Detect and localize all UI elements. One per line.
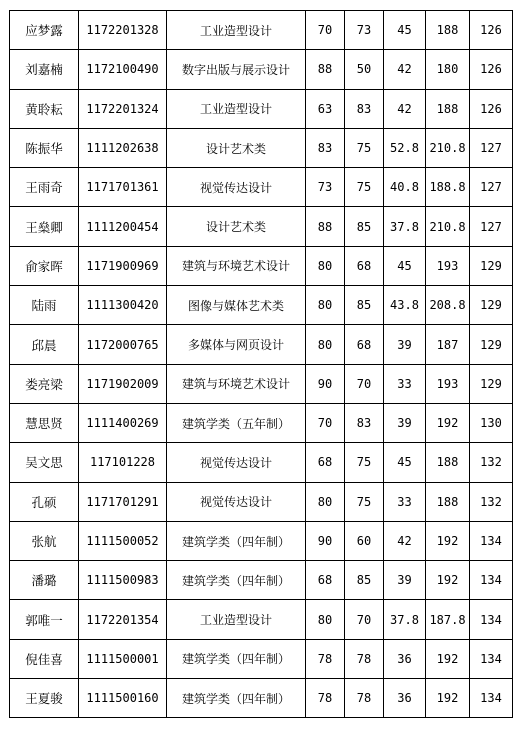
score1-cell: 80 [306, 286, 345, 325]
major-cell: 设计艺术类 [167, 128, 306, 167]
major-cell: 工业造型设计 [167, 11, 306, 50]
table-row [10, 128, 513, 167]
rank-cell: 127 [470, 207, 513, 246]
total-cell: 188 [426, 482, 470, 521]
total-cell: 187.8 [426, 600, 470, 639]
major-cell: 建筑与环境艺术设计 [167, 364, 306, 403]
score2-cell: 70 [345, 364, 384, 403]
total-cell: 192 [426, 679, 470, 718]
score1-cell: 80 [306, 325, 345, 364]
major-cell: 数字出版与展示设计 [167, 50, 306, 89]
rank-cell: 134 [470, 679, 513, 718]
name-cell: 慧思贤 [10, 403, 79, 442]
total-cell: 192 [426, 521, 470, 560]
table-row [10, 89, 513, 128]
name-cell: 刘嘉楠 [10, 50, 79, 89]
name-cell: 吴文思 [10, 443, 79, 482]
total-cell: 188 [426, 11, 470, 50]
score3-cell: 37.8 [384, 207, 426, 246]
total-cell: 187 [426, 325, 470, 364]
id-cell: 1111202638 [79, 128, 167, 167]
score2-cell: 68 [345, 246, 384, 285]
score3-cell: 36 [384, 639, 426, 678]
score3-cell: 36 [384, 679, 426, 718]
score3-cell: 42 [384, 89, 426, 128]
score3-cell: 39 [384, 403, 426, 442]
table-body [10, 11, 513, 718]
score1-cell: 80 [306, 246, 345, 285]
major-cell: 视觉传达设计 [167, 443, 306, 482]
name-cell: 王夏骏 [10, 679, 79, 718]
id-cell: 1172201354 [79, 600, 167, 639]
score3-cell: 52.8 [384, 128, 426, 167]
name-cell: 王燊卿 [10, 207, 79, 246]
name-cell: 陈振华 [10, 128, 79, 167]
score1-cell: 90 [306, 521, 345, 560]
score1-cell: 83 [306, 128, 345, 167]
score2-cell: 68 [345, 325, 384, 364]
table-row [10, 325, 513, 364]
rank-cell: 132 [470, 443, 513, 482]
name-cell: 娄亮梁 [10, 364, 79, 403]
id-cell: 1171701361 [79, 168, 167, 207]
score1-cell: 68 [306, 561, 345, 600]
score1-cell: 70 [306, 403, 345, 442]
major-cell: 工业造型设计 [167, 89, 306, 128]
score1-cell: 70 [306, 11, 345, 50]
id-cell: 1111200454 [79, 207, 167, 246]
table-row [10, 639, 513, 678]
major-cell: 建筑学类（四年制） [167, 561, 306, 600]
id-cell: 1172201324 [79, 89, 167, 128]
major-cell: 图像与媒体艺术类 [167, 286, 306, 325]
score2-cell: 85 [345, 207, 384, 246]
score2-cell: 85 [345, 561, 384, 600]
total-cell: 210.8 [426, 128, 470, 167]
score2-cell: 85 [345, 286, 384, 325]
table-row [10, 11, 513, 50]
id-cell: 1111400269 [79, 403, 167, 442]
rank-cell: 134 [470, 561, 513, 600]
total-cell: 193 [426, 364, 470, 403]
score3-cell: 42 [384, 50, 426, 89]
id-cell: 1172000765 [79, 325, 167, 364]
name-cell: 俞家晖 [10, 246, 79, 285]
table-row [10, 443, 513, 482]
total-cell: 208.8 [426, 286, 470, 325]
rank-cell: 130 [470, 403, 513, 442]
total-cell: 210.8 [426, 207, 470, 246]
rank-cell: 126 [470, 89, 513, 128]
score3-cell: 42 [384, 521, 426, 560]
total-cell: 193 [426, 246, 470, 285]
score-table [9, 10, 513, 718]
score3-cell: 45 [384, 11, 426, 50]
id-cell: 117101228 [79, 443, 167, 482]
score2-cell: 75 [345, 168, 384, 207]
id-cell: 1111500001 [79, 639, 167, 678]
table-row [10, 403, 513, 442]
major-cell: 建筑学类（四年制） [167, 679, 306, 718]
id-cell: 1171902009 [79, 364, 167, 403]
score1-cell: 63 [306, 89, 345, 128]
score3-cell: 43.8 [384, 286, 426, 325]
rank-cell: 134 [470, 521, 513, 560]
major-cell: 工业造型设计 [167, 600, 306, 639]
score2-cell: 78 [345, 679, 384, 718]
name-cell: 孔硕 [10, 482, 79, 521]
score1-cell: 90 [306, 364, 345, 403]
score2-cell: 83 [345, 403, 384, 442]
name-cell: 黄聆耘 [10, 89, 79, 128]
table-row [10, 168, 513, 207]
score1-cell: 80 [306, 482, 345, 521]
score2-cell: 78 [345, 639, 384, 678]
score1-cell: 88 [306, 207, 345, 246]
rank-cell: 129 [470, 364, 513, 403]
table-row [10, 286, 513, 325]
name-cell: 张航 [10, 521, 79, 560]
name-cell: 郭唯一 [10, 600, 79, 639]
major-cell: 建筑学类（五年制） [167, 403, 306, 442]
table-row [10, 679, 513, 718]
major-cell: 建筑学类（四年制） [167, 521, 306, 560]
score1-cell: 68 [306, 443, 345, 482]
total-cell: 188.8 [426, 168, 470, 207]
table-row [10, 600, 513, 639]
major-cell: 设计艺术类 [167, 207, 306, 246]
total-cell: 192 [426, 639, 470, 678]
id-cell: 1111300420 [79, 286, 167, 325]
id-cell: 1111500052 [79, 521, 167, 560]
score3-cell: 33 [384, 364, 426, 403]
score2-cell: 75 [345, 482, 384, 521]
major-cell: 建筑学类（四年制） [167, 639, 306, 678]
score3-cell: 40.8 [384, 168, 426, 207]
rank-cell: 129 [470, 286, 513, 325]
table-row [10, 561, 513, 600]
score3-cell: 39 [384, 561, 426, 600]
table-row [10, 482, 513, 521]
total-cell: 192 [426, 403, 470, 442]
rank-cell: 134 [470, 639, 513, 678]
rank-cell: 134 [470, 600, 513, 639]
rank-cell: 129 [470, 246, 513, 285]
score2-cell: 73 [345, 11, 384, 50]
rank-cell: 132 [470, 482, 513, 521]
table-row [10, 364, 513, 403]
rank-cell: 127 [470, 128, 513, 167]
score2-cell: 83 [345, 89, 384, 128]
score1-cell: 78 [306, 679, 345, 718]
major-cell: 视觉传达设计 [167, 482, 306, 521]
id-cell: 1172100490 [79, 50, 167, 89]
id-cell: 1172201328 [79, 11, 167, 50]
rank-cell: 127 [470, 168, 513, 207]
score2-cell: 70 [345, 600, 384, 639]
total-cell: 188 [426, 443, 470, 482]
major-cell: 视觉传达设计 [167, 168, 306, 207]
name-cell: 倪佳喜 [10, 639, 79, 678]
major-cell: 建筑与环境艺术设计 [167, 246, 306, 285]
score3-cell: 45 [384, 246, 426, 285]
id-cell: 1111500160 [79, 679, 167, 718]
id-cell: 1171701291 [79, 482, 167, 521]
score3-cell: 33 [384, 482, 426, 521]
score1-cell: 80 [306, 600, 345, 639]
score2-cell: 60 [345, 521, 384, 560]
table-row [10, 521, 513, 560]
score2-cell: 50 [345, 50, 384, 89]
name-cell: 应梦露 [10, 11, 79, 50]
total-cell: 192 [426, 561, 470, 600]
rank-cell: 126 [470, 11, 513, 50]
name-cell: 潘璐 [10, 561, 79, 600]
rank-cell: 126 [470, 50, 513, 89]
name-cell: 邱晨 [10, 325, 79, 364]
total-cell: 188 [426, 89, 470, 128]
score1-cell: 73 [306, 168, 345, 207]
table-row [10, 207, 513, 246]
score2-cell: 75 [345, 443, 384, 482]
score1-cell: 88 [306, 50, 345, 89]
name-cell: 王雨奇 [10, 168, 79, 207]
table-row [10, 50, 513, 89]
score3-cell: 37.8 [384, 600, 426, 639]
score1-cell: 78 [306, 639, 345, 678]
id-cell: 1171900969 [79, 246, 167, 285]
score2-cell: 75 [345, 128, 384, 167]
rank-cell: 129 [470, 325, 513, 364]
major-cell: 多媒体与网页设计 [167, 325, 306, 364]
id-cell: 1111500983 [79, 561, 167, 600]
table-row [10, 246, 513, 285]
score3-cell: 45 [384, 443, 426, 482]
score3-cell: 39 [384, 325, 426, 364]
total-cell: 180 [426, 50, 470, 89]
name-cell: 陆雨 [10, 286, 79, 325]
